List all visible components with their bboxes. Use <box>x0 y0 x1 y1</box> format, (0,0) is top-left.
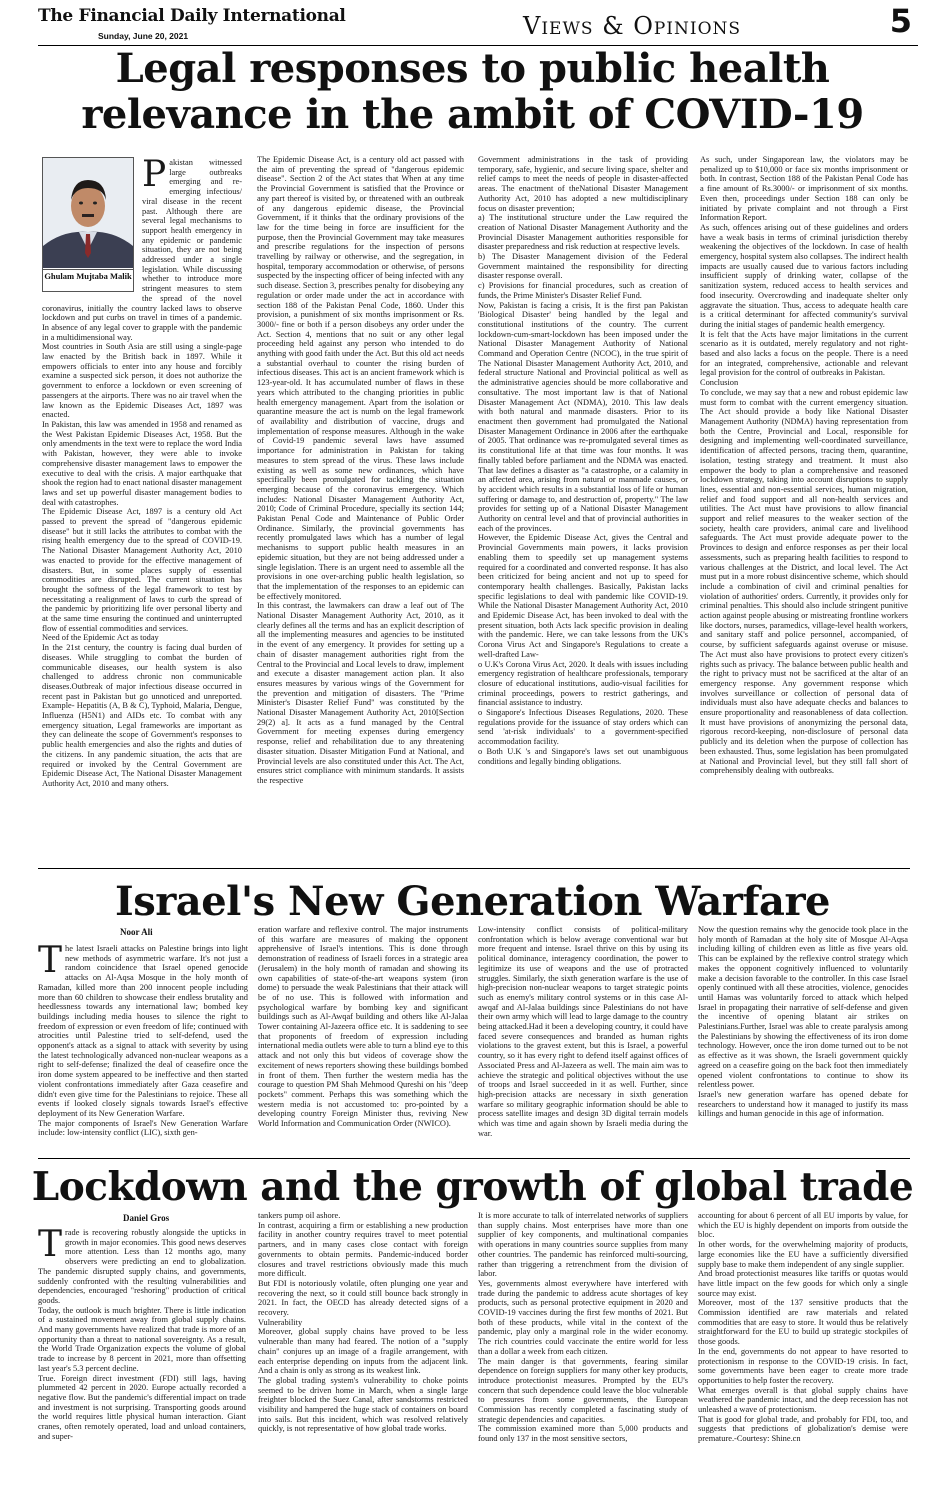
subheading: Need of the Epidemic Act as today <box>42 633 159 643</box>
paragraph: But FDI is notoriously volatile, often plunging one year and recovering the next, so it could still bounce back strongly in 2021. In fact, the OECD has already detected signs of a recovery. <box>258 1278 468 1318</box>
paragraph: Moreover, global supply chains have proved to be less vulnerable than many had feared. The notion of a "supply chain" conjures up an image of a fragile arrangement, with each enterprise depending on inputs from the adjacent link. And a chain is only as strong as its weakest link. <box>258 1327 468 1376</box>
article1-drop-cap: P <box>142 158 167 195</box>
article1-column-3 <box>478 155 688 858</box>
paragraph: o Singapore's Infectious Diseases Regulations, 2020. These regulations provide for the issuance of stay orders which can send 'at-risk individuals' to a government-specified accommodation facility. <box>478 708 688 747</box>
article2-column-1 <box>38 944 248 1154</box>
paragraph: The commission examined more than 5,000 products and found only 137 in the most sensitive sectors, <box>478 1424 688 1444</box>
paragraph: Today, the outlook is much brighter. There is little indication of a sustained movement away from global supply chains. And many governments have realized that trade is more of an opportunity than a threat to national sovereignty. As a result, the World Trade Organization expects the volume of global trade to increase by 8 percent in 2021, more than offsetting last year's 5.3 percent decline. <box>38 1305 246 1373</box>
paragraph: In the end, governments do not appear to have resorted to protectionism in response to the COVID-19 crisis. In fact, some governments have been eager to create more trade opportunities to help foster the recovery. <box>698 1346 908 1385</box>
paragraph: To conclude, we may say that a new and robust epidemic law must form to combat with the current emergency situation. The Act should provide a body like National Disaster Management Authority (NDMA) having representation from both the Centre, Provincial and Local, responsible for designing and implementing well-coordinated surveillance, identification of affected persons, tracing them, quarantine, isolation, testing strategy and treatment. It must also empower the body to plan a comprehensive and reasoned lockdown strategy, taking into account disruptions to supply lines, essential and non-essential services, human migration, relief and food support and all non-health services and utilities. The Act must have provisions to allow financial support and relief measures to the weaker section of the society, health care providers, animal care and livelihood safeguards. The Act must provide adequate power to the Provinces to design and enforce responses as per their local assessments, such as preparing health facilities to respond to various challenges at the District, and local level. The Act must put in a more robust disincentive scheme, which should include a combination of civil and criminal penalties for violation of authorities' orders. Currently, it provides only for criminal penalties. This should also include stringent punitive action against people abusing or mistreating frontline workers like doctors, nurses, paramedics, village-level health workers, and sanitary staff and police personnel, accompanied, of course, by sufficient safeguards against overuse or misuse. The Act must also have provisions to protect every citizen's rights such as privacy. The balance between public health and the right to privacy must not be sacrificed at the altar of an emergency response. Any government response which involves surveillance or collection of personal data of individuals must also have adequate checks and balances to ensure proportionality and reasonableness of data collection. It must have provisions of anonymizing the personal data, rigorous record-keeping, non-disclosure of personal data publicly and its deletion when the purpose of collection has been exhausted. Thus, some legislation has been promulgated at National and Provincial level, but they still fall short of comprehensibly dealing with outbreaks. <box>700 387 908 776</box>
paragraph: That is good for global trade, and probably for FDI, too, and suggests that predictions of globalization's demise were premature.-Courtesy: Shine.cn <box>698 1414 908 1444</box>
paragraph: As such, offences arising out of these guidelines and orders have a weak basis in terms of criminal jurisdiction thereby weakening the objectives of the lockdown. In case of health emergency, hospital system also collapses. The indirect health impacts are usually caused due to various factors including insufficient supply of drinking water, collapse of the sanitization system, reduced access to health services and food insecurity. Overcrowding and inadequate shelter only aggravate the situation. Thus, access to adequate health care is a critical determinant for affected community's survival during the initial stages of pandemic health emergency. <box>700 222 908 329</box>
article2-column-3 <box>478 925 688 1154</box>
article1-column-1 <box>42 158 242 858</box>
paragraph: Now, Pakistan is facing a crisis, It is the first pan Pakistan 'Biological Disaster' being handled by the legal and constitutional institutions of the country. The current lockdown-cum-smart-lockdown has been imposed under the National Disaster Management Authority of National Command and Operation Centre (NCOC), in the true spirit of The National Disaster Management Authority Act, 2010, and federal structure National and Provincial political as well as the administrative agencies should be more collaborative and consultative. The most important law is that of National Disaster Management Act (NDMA), 2010. This law deals with both natural and manmade disasters. Prior to its enactment then government had promulgated the National Disaster Management Ordinance in 2006 after the earthquake of 2005. That ordinance was re-promulgated several times as its constitutional life at that time was four months. It was finally tabled before parliament and the NDMA was enacted. That law defines a disaster as "a catastrophe, or a calamity in an affected area, arising from natural or manmade causes, or by accident which results in a substantial loss of life or human suffering or damage to, and destruction of, property." The law provides for setting up of a National Disaster Management Authority on central level and that of provincial authorities in each of the provinces. <box>478 300 688 533</box>
paragraph: The Epidemic Disease Act, 1897 is a century old Act passed to prevent the spread of "dangerous epidemic disease" but it still lacks the attributes to combat with the rising health emergency due to the spread of COVID-19. The National Disaster Management Authority Act, 2010 was enacted to provide for the effective management of disasters. But, in some places supply of essential commodities are disrupted. The current situation has brought the softness of the legal framework to test by necessitating a realignment of laws to curb the spread of the pandemic by prioritizing life over personal liberty and at the same time ensuring the continued and uninterrupted flow of essential commodities and services. <box>42 507 242 633</box>
article2-byline: Noor Ali <box>120 927 153 937</box>
paragraph: b) The Disaster Management division of the Federal Government maintained the responsibility for directing disaster response overall. <box>478 252 688 281</box>
page-number: 5 <box>889 2 912 40</box>
article3-drop-cap: T <box>38 1228 63 1265</box>
article1-column-2 <box>257 155 464 858</box>
paragraph: eration warfare and reflexive control. The major instruments of this warfare are measures of making the opponent apprehensive of Israel's intentions. This is done through demonstration of readiness of Israeli forces in a strategic area (Jerusalem) in the holy month of ramadan and showing its own capabilities of state-of-the-art weapons system (iron dome) to persuade the weak Palestinians that their attack will be of no use. This is followed with information and psychological warfare by bombing key and significant buildings such as Al-Awqaf building and others like Al-Jalaa Tower containing Al-Jazeera office etc. It is saddening to see that proponents of freedom of expression including international media outlets were able to turn a blind eye to this attack and not only this but videos of coverage show the excitement of news reporters showing these buildings bombed in front of them. Then further the western media has the courage to question PM Shah Mehmood Qureshi on his "deep pockets" comment. Perhaps this was something which the western media is not accustomed to: pro-pointed by a developing country Foreign Minister thus, reviving New World Information and Communication Order (NWICO). <box>258 925 468 1129</box>
paragraph: And broad protectionist measures like tariffs or quotas would have little impact on the few goods for which only a single source may exist. <box>698 1269 908 1298</box>
paragraph: Most countries in South Asia are still using a single-page law enacted by the British back in 1897. While it empowers officials to enter into any house and forcibly examine a suspected sick person, it does not authorize the government to enforce a lockdown or even screening of passengers at the airports. There was no air travel when the law known as the Epidemic Diseases Act, 1897 was enacted. <box>42 342 242 420</box>
paragraph: As such, under Singaporean law, the violators may be penalized up to $10,000 or face six months imprisonment or both. In contrast, Section 188 of the Pakistan Penal Code has a fine amount of Rs.3000/- or imprisonment of six months. Even then, proceedings under Section 188 can only be initiated by private complaint and not through a First Information Report. <box>700 155 908 223</box>
paragraph: tankers pump oil ashore. <box>258 1211 341 1220</box>
subheading: Conclusion <box>700 378 739 388</box>
article-divider <box>38 868 910 869</box>
issue-date: Sunday, June 20, 2021 <box>98 31 189 41</box>
paragraph: rade is recovering robustly alongside the upticks in growth in major economies. This good news deserves more attention. Less than 12 months ago, many observers were predicting an end to globalization. The pandemic disrupted supply chains, and governments, suddenly confronted with the resulting vulnerabilities and dependencies, encouraged "reshoring" production of critical goods. <box>38 1228 246 1305</box>
paragraph: True. Foreign direct investment (FDI) still lags, having plummeted 42 percent in 2020. Europe actually recorded a negative flow. But the pandemic's differential impact on trade and investment is not surprising. Transporting goods around the world requires little physical human interaction. Giant cranes, often remotely operated, load and unload containers, and super- <box>38 1373 246 1441</box>
paragraph: Moreover, most of the 137 sensitive products that the Commission identified are raw materials and related commodities that are easy to store. It would thus be relatively straightforward for the EU to build up strategic stockpiles of those goods. <box>698 1298 908 1347</box>
paragraph: In contrast, acquiring a firm or establishing a new production facility in another country requires travel to meet potential partners, and in many cases close contact with foreign governments to obtain permits. Pandemic-induced border closures and travel restrictions obviously made this much more difficult. <box>258 1220 468 1279</box>
paragraph: akistan witnessed large outbreaks emerging and re-emerging infectious/ viral disease in the recent past. Although there are several legal mechanisms to support health emergency in any epidemic or pandemic situation, they are not being addressed under a single legislation. While discussing whether to introduce more stringent measures to stem the spread of the novel coronavirus, initially the country lacked laws to observe lockdown and put curbs on travel in times of a pandemic. In absence of any legal cover to grapple with the pandemic in a multidimensional way. <box>42 158 242 342</box>
paragraph: he latest Israeli attacks on Palestine brings into light new methods of asymmetric warfare. It's not just a random coincidence that Israel opened genocide attacks on Al-Aqsa Mosque in the holy month of Ramadan, killed more than 200 innocent people including more than 60 children to showcase their endless brutality and heedlessness towards any international law; bombed key buildings including media houses to silence the right to freedom of expression or even freedom of life; continued with atrocities until Palestine tried to self-defend, used the opponent's attack as a signal to attack with severity by using the latest technologically advanced non-nuclear weapons as a right to self-defense; finalized the deal of ceasefire once the iron dome system appeared to be ineffective and then started violent confrontations immediately after Gaza ceasefire and didn't even give time for the Palestinians to rejoice. These all events if looked closely signals towards Israel's effective deployment of its New Generation Warfare. <box>38 944 248 1118</box>
paragraph: a) The institutional structure under the Law required the creation of National Disaster Management Authority and the Provincial Disaster Management authorities responsible for disaster preparedness and risk reduction at respective levels. <box>478 213 688 252</box>
paragraph: The main danger is that governments, fearing similar dependence on foreign suppliers for many other key products, introduce protectionist measures. Prompted by the EU's concern that such dependence could leave the bloc vulnerable to pressures from some governments, the European Commission has recently completed a fascinating study of strategic dependencies and capacities. <box>478 1356 688 1424</box>
paragraph: It is more accurate to talk of interrelated networks of suppliers than supply chains. Most enterprises have more than one supplier of key components, and multinational companies with operations in many countries source supplies from many other countries. The pandemic has reinforced multi-sourcing, rather than triggering a retrenchment from the division of labor. <box>478 1211 688 1279</box>
article3-byline: Daniel Gros <box>123 1213 170 1223</box>
paragraph: Israel's new generation warfare has opened debate for researchers to understand how it managed to justify its mass killings and human genocide in this age of information. <box>698 1089 908 1119</box>
section-title: Views & Opinions <box>523 12 742 40</box>
paper-name: The Financial Daily International <box>38 6 346 26</box>
article2-headline: Israel's New Generation Warfare <box>114 878 830 925</box>
paragraph: Now the question remains why the genocide took place in the holy month of Ramadan at the holy site of Mosque Al-Aqsa including killing of children even as little as five years old. This can be explained by the reflexive control strategy which makes the opponent cognitively influenced to voluntarily make a decision favorable to the controller. In this case Israel openly continued with all these atrocities, violence, genocides until Hamas was voluntarily forced to attack which helped Israel in propagating their narrative of self-defense and given the incentive of opening blatant air strikes on Palestinians.Further, Israel was able to create paralysis among the Palestinians by showing the effectiveness of its iron dome technology. However, once the iron dome turned out to be not as effective as it was shown, the Israeli government quickly agreed on a ceasefire going on the back foot then immediately opened violent confrontations to continue to show its relentless power. <box>698 925 908 1090</box>
paragraph: The Epidemic Disease Act, is a century old act passed with the aim of preventing the spread of "dangerous epidemic disease". Section 2 of the Act states that When at any time the Provincial Government is satisfied that the Province or any part thereof is visited by, or threatened with an outbreak of any dangerous epidemic disease, the Provincial Government, if it thinks that the ordinary provisions of the law for the time being in force are insufficient for the purpose, then the Provincial Government may take measures and prescribe regulations for the inspection of persons travelling by railway or otherwise, and the segregation, in hospital, temporary accommodation or otherwise, of persons suspected by the inspecting officer of being infected with any such disease. Section 3, prescribes penalty for disobeying any regulation or order made under the act in accordance with section 188 of the Pakistan Penal Code, 1860. Under this provision, a punishment of six months imprisonment or Rs. 3000/- fine or both if a person disobeys any order under the Act. Section 4, mentions that no suit or any other legal proceeding held against any person who intended to do anything with good faith under the Act. But this old act needs a substantial overhaul to counter the rising burden of infectious diseases. This act is an ancient framework which is 123-year-old. It has accumulated number of flaws in these years which attributed to the changing priorities in public health emergency management. Apart from the isolation or quarantine measure the act is numb on the legal framework of availability and distribution of vaccine, drugs and implementation of response measures. Although in the wake of Covid-19 pandemic several laws have assumed importance for administration in Pakistan for taking measures to stem spread of the virus. These laws include existing as well as some new ordinances, which have specifically been promulgated for tackling the situation emerging because of the coronavirus emergency. Which includes: National Disaster Management Authority Act, 2010; Code of Criminal Procedure, specially its section 144; Pakistan Penal Code and Maintenance of Public Order Ordinance. Similarly, the provincial governments has recently promulgated laws which has a number of legal mechanisms to support public health measures in an epidemic situation, but they are not being addressed under a single legislation. There is an urgent need to assemble all the provisions in one over-arching public health legislation, so that the implementation of the responses to an epidemic can be effectively monitored. <box>257 155 464 601</box>
article3-headline: Lockdown and the growth of global trade <box>31 1164 914 1210</box>
paragraph: In the 21st century, the country is facing dual burden of diseases. While struggling to combat the burden of communicable diseases, our health system is also challenged to address chronic non communicable diseases.Outbreak of major infectious disease occurred in recent past in Pakistan but go unnoticed and unreported. Example- Hepatitis (A, B & C), Typhoid, Malaria, Dengue, Influenza (H5N1) and AIDs etc. To combat with any emergency situation, Legal frameworks are important as they can delineate the scope of Government's responses to public health emergencies and also the rights and duties of the citizens. In any pandemic situation, the acts that are required or invoked by the Central Government are Epidemic Disease Act, The National Disaster Management Authority Act, 2010 and many others. <box>42 643 242 788</box>
paragraph: In other words, for the overwhelming majority of products, large economies like the EU have a sufficiently diversified supply base to make them independent of any single supplier. <box>698 1240 908 1269</box>
article2-column-2 <box>258 925 468 1154</box>
paragraph: In this contrast, the lawmakers can draw a leaf out of The National Disaster Management Authority Act, 2010, as it clearly defines all the terms and has an explicit description of all the implementing measures and agencies to be instituted in the event of any emergency. It provides for setting up a chain of disaster management authorities right from the Central to the Provincial and Local levels to draw, implement and execute a disaster management action plan. It also ensures measures by various wings of the Government for the prevention and mitigation of disasters. The "Prime Minister's Disaster Relief Fund" was constituted by the National Disaster Management Authority Act, 2010[Section 29(2) a]. It acts as a fund managed by the Central Government for meeting expenses during emergency response, relief and rehabilitation due to any threatening disaster situation. Disaster Mitigation Fund at National, and Provincial levels are also constituted under this Act. The Act, ensures strict compliance with minimum standards. It assists the respective <box>257 601 464 785</box>
article1-column-4 <box>700 155 908 858</box>
paragraph: Yes, governments almost everywhere have interfered with trade during the pandemic to address acute shortages of key products, such as personal protective equipment in 2020 and COVID-19 vaccines during the first few months of 2021. But both of these products, while vital in the context of the pandemic, play only a marginal role in the wider economy. The rich countries could vaccinate the entire world for less than a dollar a week from each citizen. <box>478 1278 688 1356</box>
article3-column-4 <box>698 1211 908 1496</box>
article2-drop-cap: T <box>38 944 63 981</box>
paragraph: Low-intensity conflict consists of political-military confrontation which is below average conventional war but more frequent and intense. Israel thrive on this by using its political dominance, interagency coordination, the power to legitimize its use of weapons and the use of protracted struggles. Similarly, the sixth generation warfare is the use of high-precision non-nuclear weapons to target strategic points such as enemy's military control systems or in this case Al-awqaf and Al-Jalaa buildings since Palestinians do not have their own army which will lead to large damage to the country being attacked.Had it been a developing country, it could have faced severe consequences and branded as human rights violations to the gravest extent, but this is Israel, a powerful country, so it has every right to defend itself against offices of Associated Press and Al-Jazeera as well. The main aim was to achieve the strategic and political objectives without the use of troops and Israel succeeded in it as well. Further, since high-precision attacks are necessary in sixth generation warfare so military geographic information should be able to process satellite images and design 3D digital terrain models which was time and again shown by Israeli media during the war. <box>478 925 688 1138</box>
article3-column-2 <box>258 1211 468 1496</box>
article-divider <box>38 1158 910 1159</box>
paragraph: It is felt that the Acts have major limitations in the current scenario as it is outdated, merely regulatory and not right-based and also lacks a focus on the people. There is a need for an integrated, comprehensive, actionable and relevant legal provision for the control of outbreaks in Pakistan. <box>700 329 908 378</box>
article3-column-3 <box>478 1211 688 1496</box>
paragraph: c) Provisions for financial procedures, such as creation of funds, the Prime Minister's Disaster Relief Fund. <box>478 281 688 300</box>
paragraph: o U.K's Corona Virus Act, 2020. It deals with issues including emergency registration of healthcare professionals, temporary closure of educational institutions, audio-visual facilities for criminal proceedings, powers to restrict gatherings, and financial assistance to industry. <box>478 659 688 708</box>
paragraph: Government administrations in the task of providing temporary, safe, hygienic, and secure living space, shelter and relief camps to meet the needs of people in disaster-affected areas. The enactment of theNational Disaster Management Authority Act, 2010 has adopted a new multidisciplinary focus on disaster prevention; <box>478 155 688 213</box>
masthead <box>38 4 918 46</box>
paragraph: The major components of Israel's New Generation Warfare include: low-intensity conflict (LIC), sixth gen- <box>38 1118 248 1138</box>
subheading: Vulnerability <box>258 1317 303 1327</box>
paragraph: What emerges overall is that global supply chains have weathered the pandemic intact, and the deep recession has not unleashed a wave of protectionism. <box>698 1385 908 1415</box>
paragraph: However, the Epidemic Disease Act, gives the Central and Provincial Governments main powers, it lacks provision enabling them to speedily set up management systems required for a coordinated and converted response. It has also been criticized for being ancient and not up to speed for contemporary health challenges. Basically, Pakistan lacks specific legislations to deal with pandemic like COVID-19. While the National Disaster Management Authority Act, 2010 and Epidemic Disease Act, has been invoked to deal with the present situation, both Acts lack specific provision in dealing with the pandemic. Here, we can take lessons from the UK's Corona Virus Act and Singapore's Regulations to create a well-drafted Law- <box>478 533 688 659</box>
article1-headline: Legal responses to public health relevance in the ambit of COVID-19 <box>81 45 864 138</box>
paragraph: The global trading system's vulnerability to choke points seemed to be driven home in March, when a single large freighter blocked the Suez Canal, after sandstorms restricted visibility and hampered the huge stack of containers on board into sails. But this incident, which was resolved relatively quickly, is not representative of how global trade works. <box>258 1375 468 1434</box>
article3-column-1 <box>38 1228 246 1496</box>
paragraph: In Pakistan, this law was amended in 1958 and renamed as the West Pakistan Epidemic Diseases Act, 1958. But the only amendments in the text were to replace the word India with Pakistan, however, they were able to invoke comprehensive disaster management laws to empower the executive to deal with the crisis. A major earthquake that shook the region had to enact national disaster management laws and set up powerful disaster management bodies to deal with catastrophes. <box>42 419 242 507</box>
paragraph: o Both U.K 's and Singapore's laws set out unambiguous conditions and legally binding obligations. <box>478 746 688 766</box>
article2-column-4 <box>698 925 908 1154</box>
author-caption: Ghulam Mujtaba Malik <box>43 269 133 291</box>
paragraph: accounting for about 6 percent of all EU imports by value, for which the EU is highly dependent on imports from outside the bloc. <box>698 1211 908 1240</box>
